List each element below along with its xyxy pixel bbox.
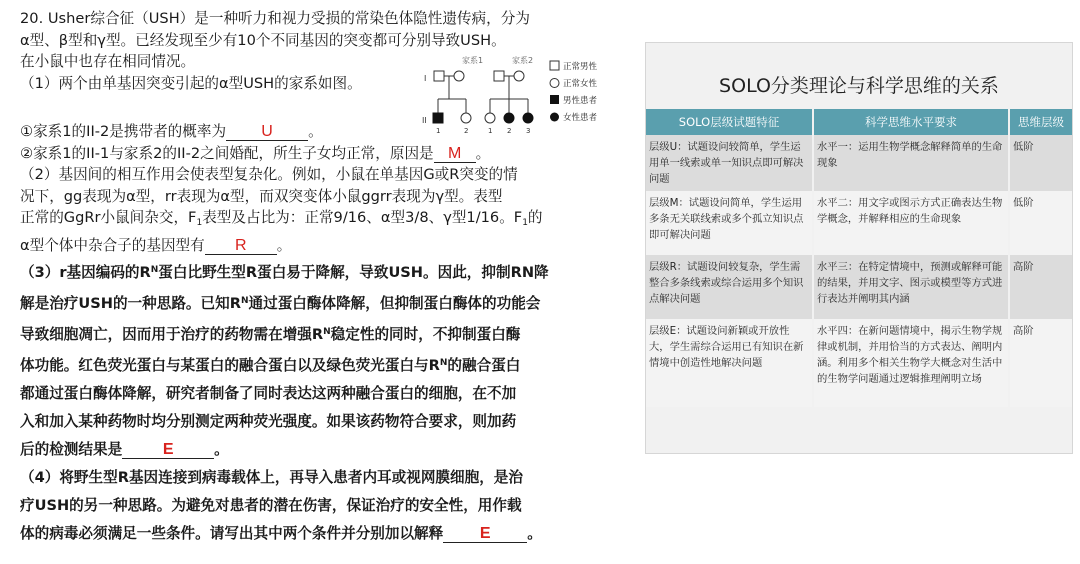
svg-text:1: 1 xyxy=(488,127,493,135)
normal-female-icon xyxy=(514,71,524,81)
normal-male-icon xyxy=(494,71,504,81)
question-line-3: 在小鼠中也存在相同情况。 xyxy=(20,53,196,70)
solo-table xyxy=(646,109,1072,407)
answer-blank-2: R xyxy=(205,238,277,255)
table-cell: 低阶 xyxy=(1009,135,1072,191)
table-row xyxy=(646,191,1072,255)
legend-normal-male-icon xyxy=(550,61,559,70)
table-cell: 水平二：用文字或图示方式正确表达生物学概念，并解释相应的生命现象 xyxy=(813,191,1009,255)
affected-female-icon xyxy=(523,113,533,123)
part2-line-1: （2）基因间的相互作用会使表型复杂化。例如，小鼠在单基因G或R突变的情 xyxy=(20,166,518,183)
table-row xyxy=(646,319,1072,407)
answer-blank-4: E xyxy=(443,526,527,543)
table-row xyxy=(646,255,1072,319)
table-cell: 高阶 xyxy=(1009,319,1072,407)
table-header: SOLO层级试题特征 xyxy=(646,109,813,135)
svg-text:1: 1 xyxy=(436,127,441,135)
part2-line-3: 正常的GgRr小鼠间杂交，$F_1$表型及占比为：正常9/16、α型3/8、γ型1/16。$F_1$的 xyxy=(20,209,543,228)
table-header-row xyxy=(646,109,1072,135)
family1-label: 家系1 xyxy=(462,56,484,65)
table-header: 思维层级 xyxy=(1009,109,1072,135)
affected-male-icon xyxy=(433,113,443,123)
table-cell: 层级U：试题设问较简单，学生运用单一线索或单一知识点即可解决问题 xyxy=(646,135,813,191)
legend-normal-male: 正常男性 xyxy=(563,62,598,72)
normal-female-icon xyxy=(454,71,464,81)
svg-text:2: 2 xyxy=(464,127,469,135)
svg-text:3: 3 xyxy=(526,127,531,135)
table-cell: 水平四：在新问题情境中，揭示生物学规律或机制，并用恰当的方式表达、阐明内涵。利用多个相关生物学大概念对生活中的生物学问题通过逻辑推理阐明立场 xyxy=(813,319,1009,407)
table-header: 科学思维水平要求 xyxy=(813,109,1009,135)
svg-text:2: 2 xyxy=(507,127,512,135)
table-row xyxy=(646,135,1072,191)
question-1b: ②家系1的II-1与家系2的II-2之间婚配，所生子女均正常，原因是 M 。 xyxy=(20,144,491,162)
table-cell: 高阶 xyxy=(1009,255,1072,319)
answer-blank-3: E xyxy=(122,442,214,459)
part2-line-2: 况下，gg表现为α型，rr表现为α型，而双突变体小鼠ggrr表现为γ型。表型 xyxy=(20,187,503,205)
question-1a: ①家系1的II-2是携带者的概率为 U 。 xyxy=(20,123,323,140)
gen2-label: II xyxy=(422,116,427,125)
question-line-2: α型、β型和γ型。已经发现至少有10个不同基因的突变都可分别导致USH。 xyxy=(20,31,506,49)
legend-affected-female-icon xyxy=(550,113,559,122)
pedigree-figure xyxy=(420,55,620,135)
affected-female-icon xyxy=(504,113,514,123)
panel-title: SOLO分类理论与科学思维的关系 xyxy=(719,75,999,97)
normal-female-icon xyxy=(461,113,471,123)
legend-affected-male: 男性患者 xyxy=(563,96,598,106)
normal-male-icon xyxy=(434,71,444,81)
table-cell: 水平三：在特定情境中，预测或解释可能的结果，并用文字、图示或模型等方式进行表达并阐明其内涵 xyxy=(813,255,1009,319)
legend-affected-male-icon xyxy=(550,95,559,104)
normal-female-icon xyxy=(485,113,495,123)
table-cell: 低阶 xyxy=(1009,191,1072,255)
legend-affected-female: 女性患者 xyxy=(563,113,598,123)
legend-normal-female: 正常女性 xyxy=(563,79,598,89)
answer-blank-1a: U xyxy=(226,124,308,141)
solo-panel xyxy=(645,42,1073,454)
table-cell: 层级E：试题设问新颖或开放性大，学生需综合运用已有知识在新情境中创造性地解决问题 xyxy=(646,319,813,407)
family2-label: 家系2 xyxy=(512,56,534,65)
table-cell: 层级M：试题设问简单，学生运用多条无关联线索或多个孤立知识点即可解决问题 xyxy=(646,191,813,255)
part2-line-4: α型个体中杂合子的基因型有 R 。 xyxy=(20,236,292,254)
question-number: 20. xyxy=(20,10,44,27)
part3: （3）r基因编码的$R^N$蛋白比野生型R蛋白易于降解，导致USH。因此，抑制RN降 解是治疗USH的一种思路。已知$R^N$通过蛋白酶体降解，但抑制蛋白酶体的功能会 导致细胞凋亡，因而用于治疗的药物需在增强$R^N$稳定性的同时，不抑制蛋白酶 体功能。红色荧光蛋白与某蛋白的融合蛋白以及绿色荧光蛋白与$R^N$的融合蛋白 都通过蛋白酶体降解，研究者制备了同时表达这两种融合蛋白的细胞，在不加 入和加入某种药物时均分别测定两种荧光强度。如果该药物符合要求，则加药 后的检测结果是 E 。 （4）将野生型R基因连接到病毒载体上，再导入患者内耳或视网膜细胞，是治 疗USH的另一种思路。为避免对患者的潜在伤害，保证治疗的安全性，用作载 体的病毒必须满足一些条件。请写出其中两个条件并分别加以解释 E 。 xyxy=(20,264,549,542)
table-cell: 水平一：运用生物学概念解释简单的生命现象 xyxy=(813,135,1009,191)
answer-blank-1b: M xyxy=(434,146,476,163)
question-line-4: （1）两个由单基因突变引起的α型USH的家系如图。 xyxy=(20,74,362,92)
table-cell: 层级R：试题设问较复杂，学生需整合多条线索或综合运用多个知识点解决问题 xyxy=(646,255,813,319)
legend-normal-female-icon xyxy=(550,79,559,88)
gen1-label: I xyxy=(424,74,427,83)
question-line-1: 20. Usher综合征（USH）是一种听力和视力受损的常染色体隐性遗传病，分为 xyxy=(20,10,530,27)
